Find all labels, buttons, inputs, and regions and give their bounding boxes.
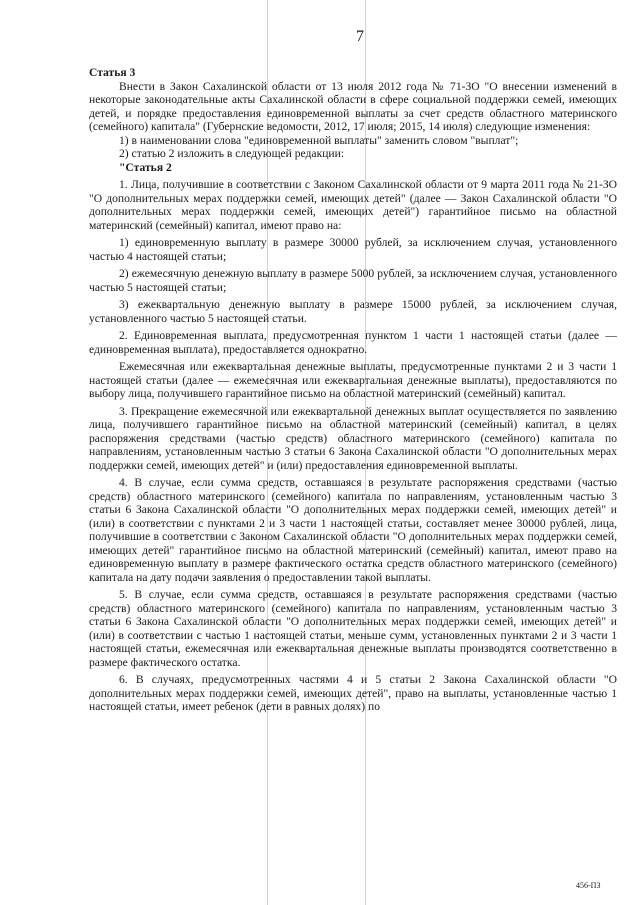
list-item-1: 1) единовременную выплату в размере 30000 рублей, за исключением случая, установленного частью 4 настоящей статьи; (89, 236, 617, 263)
document-code: 456-ПЗ (576, 881, 601, 890)
document-body (89, 66, 617, 714)
paragraph-2: 2. Единовременная выплата, предусмотренная пунктом 1 части 1 настоящей статьи (далее — единовременная выплата), предоставляется однократно. (89, 329, 617, 356)
paragraph-6: 6. В случаях, предусмотренных частями 4 и 5 статьи 2 Закона Сахалинской области "О дополнительных мерах поддержки семей, имеющих детей", право на выплаты, установленные частью 1 настоящей статьи, имеет ребенок (дети в равных долях) по (89, 673, 617, 713)
change-2: 2) статью 2 изложить в следующей редакции: (119, 147, 345, 160)
paragraph-5: 5. В случае, если сумма средств, оставшаяся в результате распоряжения средствами (частью средств) областного материнского (семейного) капитала по направлениям, установленным частью 3 статьи 6 Закона Сахалинской области "О дополнительных мерах поддержки семей, имеющих детей" и (или) в соответствии с частью 1 настоящей статьи, меньше сумм, установленных пунктами 2 и 3 части 1 настоящей статьи, ежемесячная или ежеквартальная денежные выплаты производятся соответственно в размере фактического остатка. (89, 588, 617, 669)
list-item-3: 3) ежеквартальную денежную выплату в размере 15000 рублей, за исключением случая, установленного частью 5 настоящей статьи. (89, 298, 617, 325)
article3-intro: Внести в Закон Сахалинской области от 13 июля 2012 года № 71-ЗО "О внесении изменений в некоторые законодательные акты Сахалинской области в сфере социальной поддержки семей, имеющих детей, и порядке предоставления единовременной выплаты за счет средств областного материнского (семейного) капитала" (Губернские ведомости, 2012, 17 июля; 2015, 14 июля) следующие изменения: (89, 79, 617, 133)
article3-heading: Статья 3 (89, 66, 136, 79)
change-1: 1) в наименовании слова "единовременной выплаты" заменить словом "выплат"; (119, 133, 519, 147)
list-item-2: 2) ежемесячную денежную выплату в размере 5000 рублей, за исключением случая, установленного частью 5 настоящей статьи; (89, 267, 617, 294)
paragraph-3: 3. Прекращение ежемесячной или ежеквартальной денежных выплат осуществляется по заявлению лица, получившего гарантийное письмо на областной материнский (семейный) капитал, в целях распоряжения средствами (частью средств) областного материнского (семейного) капитала по направлениям, установленным частью 3 статьи 6 Закона Сахалинской области "О дополнительных мерах поддержки семей, имеющих детей" и (или) предоставления единовременной выплаты. (89, 404, 617, 472)
paragraph-2b: Ежемесячная или ежеквартальная денежные выплаты, предусмотренные пунктами 2 и 3 части 1 настоящей статьи (далее — ежемесячная или ежеквартальная денежные выплаты), предоставляются по выбору лица, получившего гарантийное письмо на областной материнский (семейный) капитал. (89, 360, 617, 400)
page-number: 7 (356, 28, 364, 45)
paragraph-1: 1. Лица, получившие в соответствии с Законом Сахалинской области от 9 марта 2011 года № 21-ЗО "О дополнительных мерах поддержки семей, имеющих детей" (далее — Закон Сахалинской области "О дополнительных мерах поддержки семей, имеющих детей") гарантийное письмо на областной материнский (семейный) капитал, имеют право на: (89, 178, 617, 232)
paragraph-4: 4. В случае, если сумма средств, оставшаяся в результате распоряжения средствами (частью средств) областного материнского (семейного) капитала по направлениям, установленным частью 3 статьи 6 Закона Сахалинской области "О дополнительных мерах поддержки семей, имеющих детей" и (или) в соответствии с пунктами 2 и 3 части 1 настоящей статьи, составляет менее 30000 рублей, лица, получившие в соответствии с Законом Сахалинской области "О дополнительных мерах поддержки семей, имеющих детей" гарантийное письмо на областной материнский (семейный) капитал, имеют право на единовременную выплату в размере фактического остатка средств областного материнского (семейного) капитала на дату подачи заявления о предоставлении такой выплаты. (89, 476, 617, 584)
article2-heading: "Статья 2 (119, 160, 172, 174)
